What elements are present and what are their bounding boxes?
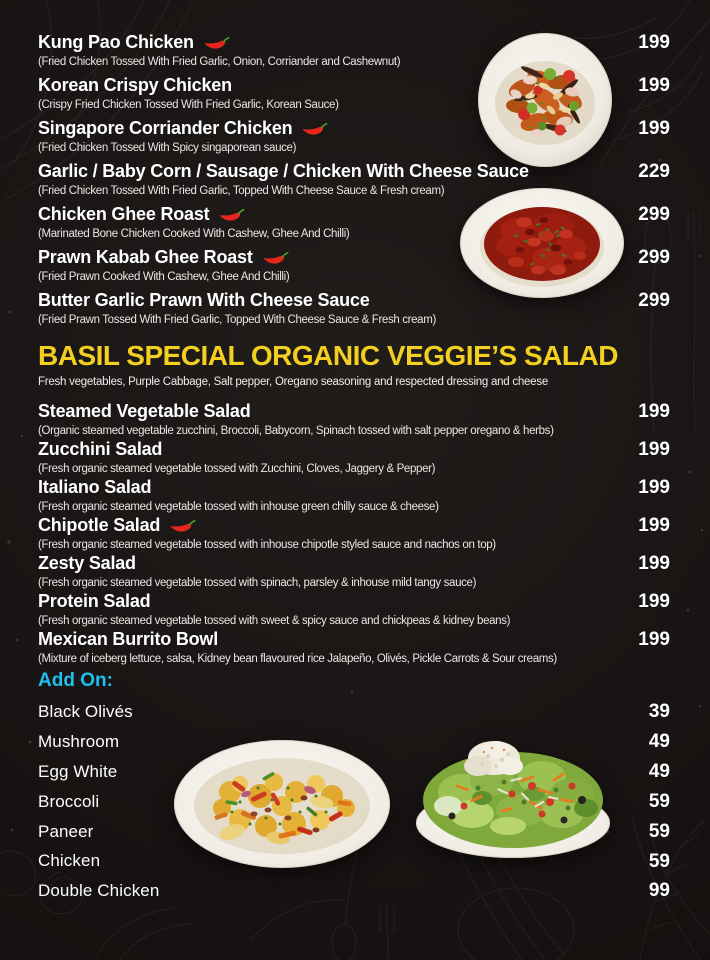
menu-item-name: Zucchini Salad xyxy=(38,439,163,460)
menu-item-price: 199 xyxy=(638,439,670,461)
salad-section xyxy=(38,340,670,666)
menu-item-name: Singapore Corriander Chicken xyxy=(38,118,293,139)
menu-item-row xyxy=(38,591,670,628)
addon-name: Chicken xyxy=(38,851,101,871)
menu-item-text xyxy=(38,553,626,590)
salad-section-subtitle: Fresh vegetables, Purple Cabbage, Salt pepper, Oregano seasoning and respected dressing and cheese xyxy=(38,375,548,388)
menu-item-row xyxy=(38,32,670,69)
menu-item-price: 199 xyxy=(638,515,670,537)
menu-item-description: (Crispy Fried Chicken Tossed With Fried Garlic, Korean Sauce) xyxy=(38,98,339,111)
addon-price: 59 xyxy=(648,820,670,842)
menu-item-name: Kung Pao Chicken xyxy=(38,32,194,52)
chili-icon xyxy=(203,35,230,50)
menu-item-text xyxy=(38,75,626,112)
menu-item-row xyxy=(38,247,670,284)
menu-item-row xyxy=(38,118,670,155)
menu-item-name: Prawn Kabab Ghee Roast xyxy=(38,247,253,268)
menu-item-description: (Fresh organic steamed vegetable tossed with inhouse chipotle styled sauce and nachos on top) xyxy=(38,538,496,551)
menu-item-description: (Fresh organic steamed vegetable tossed with spinach, parsley & inhouse mild tangy sauce) xyxy=(38,576,477,589)
menu-item-price: 229 xyxy=(638,161,670,183)
menu-item-name: Protein Salad xyxy=(38,591,151,612)
menu-item-name: Butter Garlic Prawn With Cheese Sauce xyxy=(38,290,370,311)
menu-item-text xyxy=(38,247,626,284)
chili-icon xyxy=(301,121,328,136)
menu-item-price: 199 xyxy=(638,477,670,499)
menu-item-description: (Fresh organic steamed vegetable tossed with inhouse green chilly sauce & cheese) xyxy=(38,500,439,513)
menu-item-text xyxy=(38,515,626,552)
menu-item-row xyxy=(38,75,670,112)
addon-name: Double Chicken xyxy=(38,881,160,901)
menu-item-name: Chipotle Salad xyxy=(38,515,161,536)
addon-price: 49 xyxy=(648,731,670,753)
menu-item-price: 199 xyxy=(638,553,670,575)
menu-item-description: (Fried Chicken Tossed With Fried Garlic, Topped With Cheese Sauce & Fresh cream) xyxy=(38,184,445,197)
menu-item-row xyxy=(38,401,670,438)
chili-icon xyxy=(262,250,289,265)
menu-item-price: 199 xyxy=(638,75,670,97)
menu-item-description: (Fried Prawn Tossed With Fried Garlic, Topped With Cheese Sauce & Fresh cream) xyxy=(38,314,436,327)
menu-item-price: 299 xyxy=(638,247,670,269)
menu-item-text xyxy=(38,401,626,438)
menu-item-text xyxy=(38,161,626,198)
menu-item-description: (Fresh organic steamed vegetable tossed with Zucchini, Cloves, Jaggery & Pepper) xyxy=(38,462,436,475)
menu-item-text xyxy=(38,32,626,69)
addon-name: Paneer xyxy=(38,821,94,841)
menu-item-row xyxy=(38,290,670,327)
addon-price: 99 xyxy=(648,880,670,902)
menu-item-description: (Mixture of iceberg lettuce, salsa, Kidney bean flavoured rice Jalapeño, Olivés, Pickle Carrots & Sour creams) xyxy=(38,653,557,666)
menu-item-text xyxy=(38,290,626,327)
addon-row xyxy=(38,761,670,783)
chili-icon xyxy=(169,518,196,533)
menu-item-text xyxy=(38,629,626,666)
addon-name: Egg White xyxy=(38,761,118,781)
menu-item-description: (Organic steamed vegetable zucchini, Broccoli, Babycorn, Spinach tossed with salt pepper oregano & herbs) xyxy=(38,424,554,437)
addon-name: Broccoli xyxy=(38,791,100,811)
menu-item-row xyxy=(38,477,670,514)
menu-item-text xyxy=(38,591,626,628)
salad-section-title: BASIL SPECIAL ORGANIC VEGGIE’S SALAD xyxy=(38,340,618,372)
menu-item-row xyxy=(38,629,670,666)
menu-item-row xyxy=(38,161,670,198)
menu-item-text xyxy=(38,477,626,514)
menu-item-price: 199 xyxy=(638,118,670,140)
menu-item-name: Korean Crispy Chicken xyxy=(38,75,232,96)
addon-row xyxy=(38,821,670,843)
addon-price: 59 xyxy=(648,850,670,872)
menu-item-name: Zesty Salad xyxy=(38,553,136,574)
menu-item-name: Garlic / Baby Corn / Sausage / Chicken With Cheese Sauce xyxy=(38,161,529,182)
addon-row xyxy=(38,731,670,753)
menu-item-row xyxy=(38,553,670,590)
menu-item-description: (Fresh organic steamed vegetable tossed with sweet & spicy sauce and chickpeas & kidney beans) xyxy=(38,615,511,627)
menu-item-price: 199 xyxy=(638,591,670,613)
menu-item-text xyxy=(38,118,626,155)
menu-item-price: 299 xyxy=(638,290,670,312)
menu-item-price: 199 xyxy=(638,32,670,53)
addon-row xyxy=(38,701,670,723)
menu-item-price: 199 xyxy=(638,629,670,651)
menu-item-price: 199 xyxy=(638,401,670,422)
chili-icon xyxy=(218,207,245,222)
menu-item-row xyxy=(38,515,670,552)
addon-name: Black Olivés xyxy=(38,702,133,722)
menu-item-name: Chicken Ghee Roast xyxy=(38,204,210,225)
addon-price: 49 xyxy=(648,760,670,782)
menu-item-name: Italiano Salad xyxy=(38,477,152,498)
addon-price: 39 xyxy=(648,701,670,723)
menu-item-name: Mexican Burrito Bowl xyxy=(38,629,219,650)
chicken-section xyxy=(38,32,670,327)
menu-item-name: Steamed Vegetable Salad xyxy=(38,401,251,421)
addon-price: 59 xyxy=(648,790,670,812)
addon-section-label: Add On: xyxy=(38,670,113,692)
menu-item-row xyxy=(38,204,670,241)
menu-item-description: (Fried Chicken Tossed With Fried Garlic, Onion, Corriander and Cashewnut) xyxy=(38,55,401,68)
addon-row xyxy=(38,791,670,813)
menu-item-description: (Marinated Bone Chicken Cooked With Cashew, Ghee And Chilli) xyxy=(38,227,350,240)
menu-item-text xyxy=(38,204,626,241)
addon-section xyxy=(38,670,670,902)
menu-item-description: (Fried Prawn Cooked With Cashew, Ghee And Chilli) xyxy=(38,271,290,283)
menu-item-description: (Fried Chicken Tossed With Spicy singaporean sauce) xyxy=(38,141,297,154)
menu-item-price: 299 xyxy=(638,204,670,226)
addon-row xyxy=(38,851,670,873)
addon-name: Mushroom xyxy=(38,732,120,752)
menu-item-text xyxy=(38,439,626,476)
menu-item-row xyxy=(38,439,670,476)
addon-row xyxy=(38,880,670,902)
